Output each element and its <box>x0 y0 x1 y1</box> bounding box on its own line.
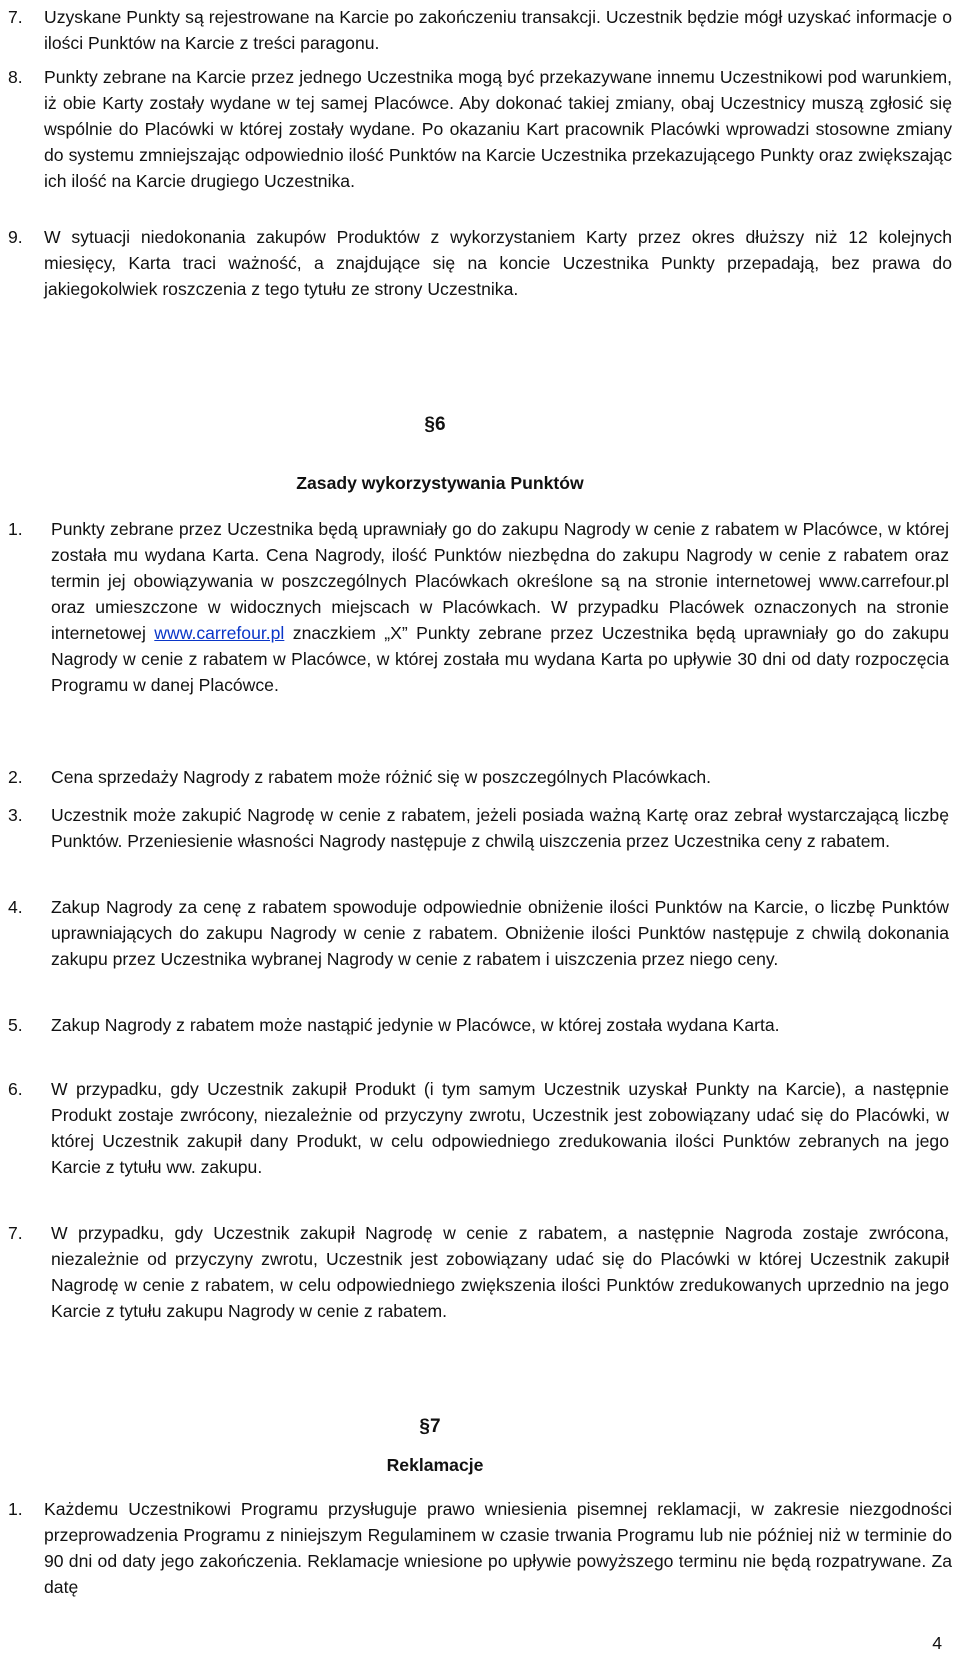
item-number: 5. <box>8 1015 23 1035</box>
item-text: Zakup Nagrody za cenę z rabatem spowoduje odpowiednie obniżenie ilości Punktów na Karcie, o liczbę Punktów uprawniających do zakupu Nagrody w cenie z rabatem. Obniżenie ilości Punktów następuje z chwilą dokonania zakupu przez Uczestnika wybranej Nagrody w cenie z rabatem i uiszczenia przez niego ceny. <box>51 897 949 969</box>
item-number: 7. <box>8 7 23 27</box>
item-number: 8. <box>8 67 23 87</box>
section-6-sign: §6 <box>424 414 446 435</box>
section-7-sign: §7 <box>419 1416 441 1437</box>
item-text: W przypadku, gdy Uczestnik zakupił Nagrodę w cenie z rabatem, a następnie Nagroda zostaje zwrócona, niezależnie od przyczyny zwrotu, Uczestnik jest zobowiązany udać się do Placówki w której Uczestnik zakupił Nagrodę w cenie z rabatem, w celu odpowiedniego zwiększenia ilości Punktów zredukowanych uprzednio na jego Karcie z tytułu zakupu Nagrody w cenie z rabatem. <box>51 1223 949 1321</box>
item-number: 2. <box>8 767 23 787</box>
item-number: 9. <box>8 227 23 247</box>
item-number: 4. <box>8 897 23 917</box>
section-7-title: Reklamacje <box>386 1455 484 1475</box>
item-text: Punkty zebrane na Karcie przez jednego Uczestnika mogą być przekazywane innemu Uczestnikowi pod warunkiem, iż obie Karty zostały wydane w tej samej Placówce. Aby dokonać takiej zmiany, obaj Uczestnicy muszą zgłosić się wspólnie do Placówki w której zostały wydane. Po okazaniu Kart pracownik Placówki wprowadzi stosowne zmiany do systemu zmniejszając odpowiednio ilość Punktów na Karcie Uczestnika przekazującego Punkty oraz zwiększając ich ilość na Karcie drugiego Uczestnika. <box>44 67 952 191</box>
item-number: 6. <box>8 1079 23 1099</box>
item-number: 1. <box>8 1499 23 1519</box>
item-text: Uzyskane Punkty są rejestrowane na Karcie po zakończeniu transakcji. Uczestnik będzie mógł uzyskać informacje o ilości Punktów na Karcie z treści paragonu. <box>44 7 952 53</box>
item-text: Cena sprzedaży Nagrody z rabatem może różnić się w poszczególnych Placówkach. <box>51 767 712 787</box>
item-number: 7. <box>8 1223 23 1243</box>
item-text: Zakup Nagrody z rabatem może nastąpić jedynie w Placówce, w której została wydana Karta. <box>51 1015 780 1035</box>
page-number: 4 <box>932 1633 942 1653</box>
item-text: Każdemu Uczestnikowi Programu przysługuje prawo wniesienia pisemnej reklamacji, w zakresie niezgodności przeprowadzenia Programu z niniejszym Regulaminem w czasie trwania Programu lub nie później niż w terminie do 90 dni od daty jego zakończenia. Reklamacje wniesione po upływie powyższego terminu nie będą rozpatrywane. Za datę <box>44 1499 952 1597</box>
item-text-part: znaczkiem „X” Punkty zebrane przez Uczestnika będą uprawniały go do zakupu Nagrody w cenie z rabatem w Placówce, w której została mu wydana Karta po upływie 30 dni od daty rozpoczęcia Programu w danej Placówce. <box>51 623 950 695</box>
item-text <box>51 516 949 698</box>
item-text: Uczestnik może zakupić Nagrodę w cenie z rabatem, jeżeli posiada ważną Kartę oraz zebrał wystarczającą liczbę Punktów. Przeniesienie własności Nagrody następuje z chwilą uiszczenia przez Uczestnika ceny z rabatem. <box>51 805 949 851</box>
item-text: W przypadku, gdy Uczestnik zakupił Produkt (i tym samym Uczestnik uzyskał Punkty na Karcie), a następnie Produkt zostaje zwrócony, niezależnie od przyczyny zwrotu, Uczestnik jest zobowiązany udać się do Placówki, w której Uczestnik zakupił dany Produkt, w celu odpowiedniego zredukowania ilości Punktów zebranych na jego Karcie z tytułu ww. zakupu. <box>51 1079 949 1177</box>
section-6-title: Zasady wykorzystywania Punktów <box>296 473 584 493</box>
item-text-part: Punkty zebrane przez Uczestnika będą uprawniały go do zakupu Nagrody w cenie z rabatem w Placówce, w której została mu wydana Karta. Cena Nagrody, ilość Punktów niezbędna do zakupu Nagrody w cenie z rabatem oraz termin jej obowiązywania w poszczególnych Placówkach określone są na stronie internetowej www.carrefour.pl oraz umieszczone w widocznych miejscach w Placówkach. W przypadku Placówek oznaczonych na stronie internetowej <box>51 519 949 643</box>
carrefour-website-link[interactable]: www.carrefour.pl <box>154 623 285 643</box>
item-text: W sytuacji niedokonania zakupów Produktów z wykorzystaniem Karty przez okres dłuższy niż 12 kolejnych miesięcy, Karta traci ważność, a znajdujące się na koncie Uczestnika Punkty przepadają, bez prawa do jakiegokolwiek roszczenia z tego tytułu ze strony Uczestnika. <box>44 227 952 299</box>
item-number: 3. <box>8 805 23 825</box>
item-number: 1. <box>8 519 23 539</box>
